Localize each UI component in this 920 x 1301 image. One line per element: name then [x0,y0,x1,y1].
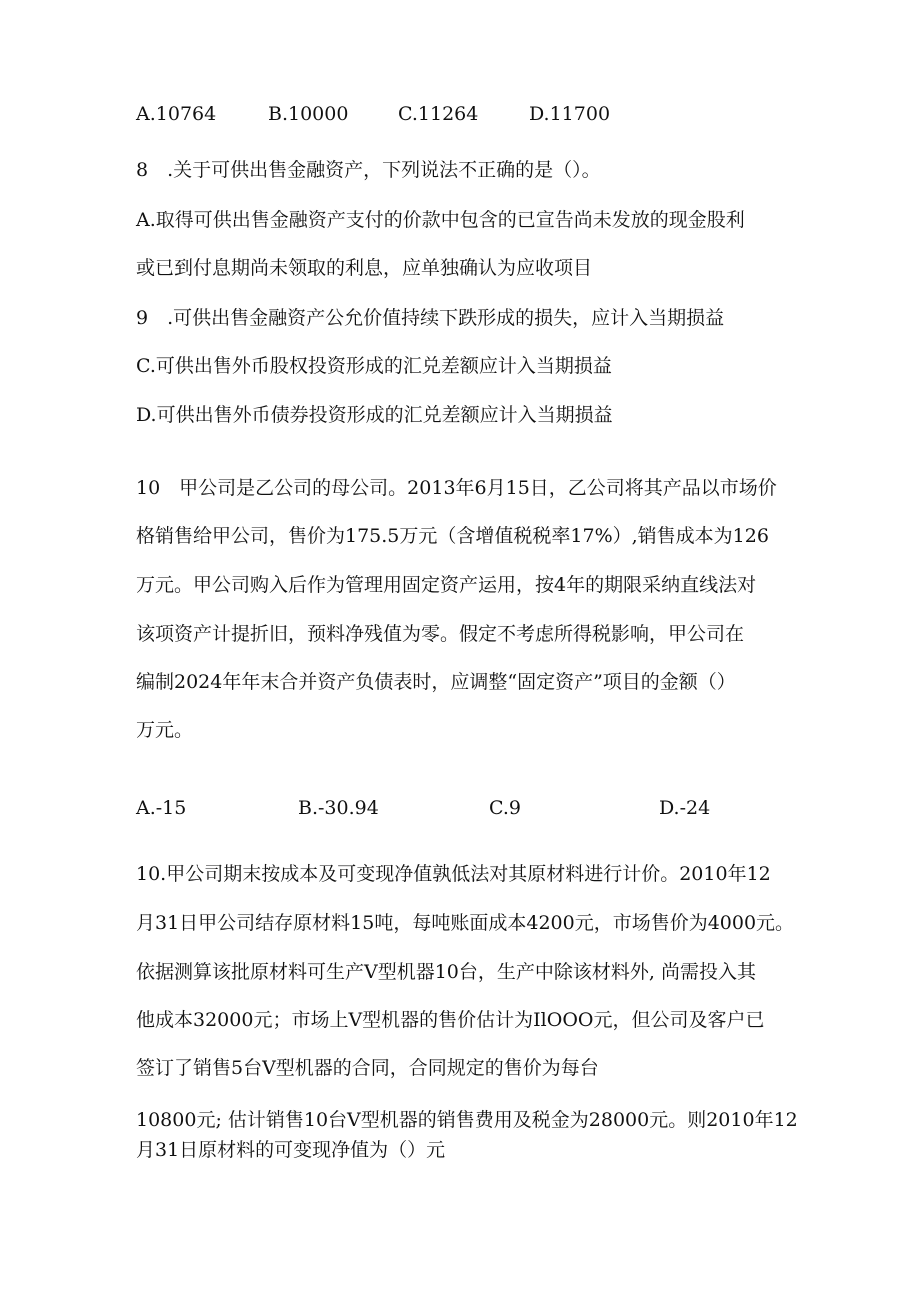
q10a-line: 万元。 [136,719,194,741]
q10a-line: 10 甲公司是乙公司的母公司。2013年6月15日，乙公司将其产品以市场价 [136,477,777,499]
q8-option-d: D.可供出售外币债券投资形成的汇兑差额应计入当期损益 [136,404,613,426]
q10b-line: 签订了销售5台V型机器的合同，合同规定的售价为每台 [136,1057,599,1079]
q10a-option-b: B.-30.94 [298,797,379,819]
q10b-line: 10.甲公司期末按成本及可变现净值孰低法对其原材料进行计价。2010年12 [136,863,771,885]
q10a-option-d: D.-24 [659,797,711,819]
q8-option-c: C.可供出售外币股权投资形成的汇兑差额应计入当期损益 [136,355,612,377]
q7-option-b: B.10000 [268,103,349,125]
q10b-line: 他成本32000元；市场上V型机器的售价估计为IlOOO元，但公司及客户已 [136,1009,765,1031]
q10a-line: 格销售给甲公司，售价为175.5万元（含增值税税率17%）,销售成本为126 [136,525,769,547]
q10a-option-a: A.-15 [136,797,187,819]
q7-option-c: C.11264 [398,103,479,125]
q8-stem: 8 .关于可供出售金融资产，下列说法不正确的是（）。 [136,159,601,181]
q8-option-b: 9 .可供出售金融资产公允价值持续下跌形成的损失，应计入当期损益 [136,307,725,329]
q10b-line: 月31日原材料的可变现净值为（）元 [136,1139,446,1161]
q7-option-d: D.11700 [529,103,611,125]
q8-option-a-line2: 或已到付息期尚未领取的利息，应单独确认为应收项目 [136,257,593,279]
q10a-line: 万元。甲公司购入后作为管理用固定资产运用，按4年的期限采纳直线法对 [136,574,757,596]
q10b-line: 10800元; 估计销售10台V型机器的销售费用及税金为28000元。则2010年12 [136,1109,798,1131]
q7-option-a: A.10764 [136,103,217,125]
q8-option-a-line1: A.取得可供出售金融资产支付的价款中包含的已宣告尚未发放的现金股利 [136,209,745,231]
q10b-line: 依据测算该批原材料可生产V型机器10台，生产中除该材料外, 尚需投入其 [136,961,756,983]
q10a-line: 编制2024年年末合并资产负债表时，应调整“固定资产”项目的金额（） [136,671,736,693]
q10a-option-c: C.9 [489,797,521,819]
q10b-line: 月31日甲公司结存原材料15吨，每吨账面成本4200元，市场售价为4000元。 [136,912,795,934]
q10a-line: 该项资产计提折旧，预料净残值为零。假定不考虑所得税影响，甲公司在 [136,623,745,645]
